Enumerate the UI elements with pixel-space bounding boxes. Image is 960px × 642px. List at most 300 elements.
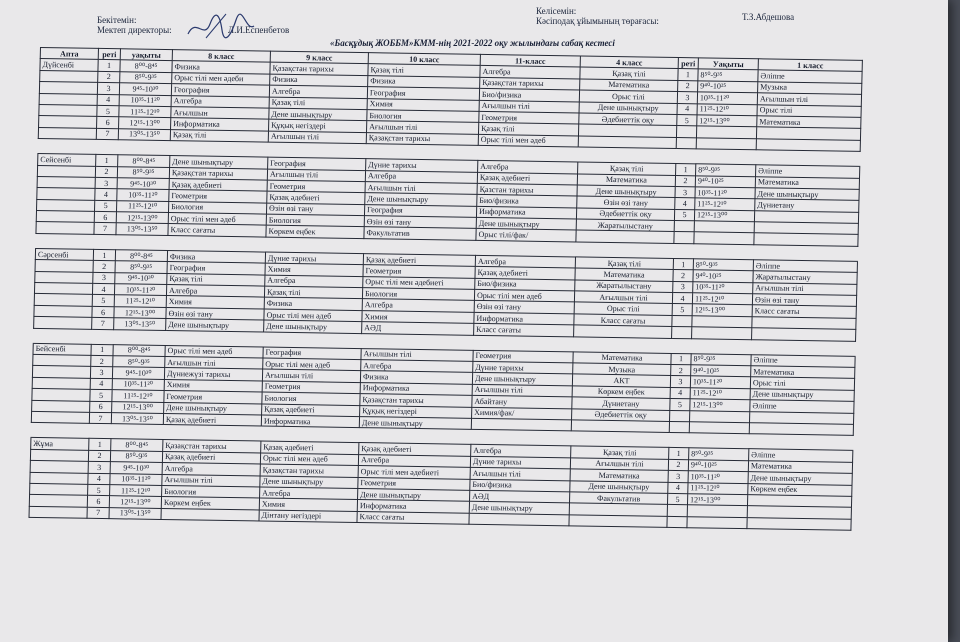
lesson-number: 7 (92, 318, 114, 330)
class-4-subject: Математика (575, 268, 673, 281)
class-11-subject: Био/физика (475, 278, 575, 291)
primary-lesson-time: 12¹⁵-13⁰⁰ (694, 209, 754, 221)
day-name (39, 104, 97, 116)
class-4-subject: Әдебиеттік оқу (572, 408, 670, 421)
primary-lesson-time (696, 126, 756, 138)
class-1-subject: Көркем еңбек (748, 483, 852, 496)
primary-lesson-number: 1 (671, 353, 691, 365)
class-8-subject: Ағылшын (171, 107, 269, 120)
day-name (34, 305, 92, 317)
class-8-subject: Көркем еңбек (161, 497, 259, 510)
class-10-subject: Орыс тілі мен әдебиеті (363, 276, 475, 289)
class-1-subject: Дүниетану (755, 199, 859, 212)
day-name (36, 211, 94, 223)
class-9-subject: Биология (266, 214, 364, 227)
class-8-subject: Ағылшын тілі (162, 474, 260, 487)
lesson-time: 8⁵⁰-9³⁵ (117, 166, 169, 178)
class-8-subject: Дүниежүзі тарихы (164, 368, 262, 381)
class-4-subject: Орыс тілі (579, 90, 677, 103)
lesson-number: 5 (94, 200, 116, 212)
primary-lesson-number: 4 (675, 198, 695, 210)
class-4-subject: Дене шынықтыру (570, 480, 668, 493)
class-11-subject: Био/физика (479, 89, 579, 102)
class-10-subject: Қазақ әдебиеті (359, 443, 471, 456)
primary-lesson-number: 1 (673, 258, 693, 270)
primary-lesson-time (694, 232, 754, 244)
lesson-time: 13⁰⁵-13⁵⁰ (116, 223, 168, 235)
class-11-subject: Информатика (474, 312, 574, 325)
lesson-time: 10³⁵-11²⁰ (114, 284, 166, 296)
class-4-subject: Математика (580, 79, 678, 92)
class-1-subject: Орыс тілі (757, 104, 861, 117)
day-name (36, 222, 94, 234)
day-name (32, 377, 90, 389)
class-8-subject: Физика (172, 61, 270, 74)
class-8-subject: Геометрия (169, 190, 267, 203)
class-10-subject: Қазақ әдебиеті (363, 253, 475, 266)
day-name (30, 483, 88, 495)
class-4-subject: Ағылшын тілі (574, 291, 672, 304)
class-1-subject: Ағылшын тілі (753, 282, 857, 295)
class-4-subject: Дене шынықтыру (577, 185, 675, 198)
class-9-subject: Алгебра (260, 487, 358, 500)
day-name (38, 127, 96, 139)
class-11-subject: Алгебра (480, 66, 580, 79)
agree-label: Келісемін: (536, 6, 577, 16)
primary-lesson-time: 8⁵⁰-9³⁵ (691, 353, 751, 365)
class-1-subject (747, 517, 851, 530)
director-label: Мектеп директоры: (97, 25, 172, 35)
lesson-number: 5 (88, 484, 110, 496)
class-8-subject (161, 508, 259, 521)
lesson-number: 1 (93, 249, 115, 261)
class-9-subject: Физика (264, 297, 362, 310)
class-4-subject: Ағылшын тілі (570, 458, 668, 471)
primary-lesson-number: 2 (673, 270, 693, 282)
class-1-subject: Математика (757, 116, 861, 129)
day-name (32, 366, 90, 378)
primary-lesson-time: 10³⁵-11²⁰ (697, 92, 757, 104)
class-9-subject: Алгебра (265, 275, 363, 288)
class-8-subject: Алгебра (162, 463, 260, 476)
primary-lesson-number: 3 (668, 471, 688, 483)
primary-lesson-time: 11²⁵-12¹⁰ (697, 103, 757, 115)
primary-lesson-time (696, 138, 756, 150)
primary-lesson-number: 5 (672, 304, 692, 316)
day-name (31, 411, 89, 423)
class-8-subject: Ағылшын тілі (165, 356, 263, 369)
day-name (32, 400, 90, 412)
lesson-time: 10³⁵-11²⁰ (110, 473, 162, 485)
lesson-number: 7 (96, 128, 118, 140)
day-name: Бейсенбі (33, 343, 91, 355)
lesson-time: 9⁴⁵-10³⁰ (110, 462, 162, 474)
lesson-number: 7 (87, 507, 109, 519)
schedule-table (28, 47, 862, 531)
class-8-subject: Қазақ әдебиеті (162, 451, 260, 464)
class-10-subject: Ағылшын тілі (365, 182, 477, 195)
class-10-subject: Информатика (357, 500, 469, 513)
lesson-time: 9⁴⁵-10³⁰ (112, 367, 164, 379)
lesson-number: 2 (91, 355, 113, 367)
class-10-subject: География (367, 87, 479, 100)
lesson-time: 8⁵⁰-9³⁵ (110, 450, 162, 462)
primary-lesson-number (674, 221, 694, 233)
lesson-number: 2 (93, 261, 115, 273)
lesson-time: 9⁴⁵-10³⁰ (115, 272, 167, 284)
primary-lesson-number: 2 (678, 80, 698, 92)
column-header: 1 класс (758, 59, 862, 72)
class-8-subject: Өзін өзі тану (166, 307, 264, 320)
day-name (30, 472, 88, 484)
lesson-time: 8⁵⁰-9³⁵ (113, 356, 165, 368)
column-header: Апта (40, 48, 98, 60)
union-name: Т.З.Абдешова (742, 12, 795, 22)
class-10-subject: Физика (360, 371, 472, 384)
primary-lesson-time: 11²⁵-12¹⁰ (692, 293, 752, 305)
day-name (35, 260, 93, 272)
day-name (34, 282, 92, 294)
class-8-subject: Класс сағаты (168, 224, 266, 237)
director-name: Л.И.Еспенбетов (228, 25, 290, 35)
class-10-subject: Құқық негіздері (360, 405, 472, 418)
class-4-subject: Жаратылыстану (576, 219, 674, 232)
lesson-time: 8⁰⁰-8⁴⁵ (120, 60, 172, 72)
class-10-subject: Дене шынықтыру (358, 488, 470, 501)
class-1-subject: Әліппе (751, 354, 855, 367)
class-11-subject: Геометрия (473, 350, 573, 363)
day-name (39, 93, 97, 105)
class-4-subject: Факультатив (569, 492, 667, 505)
class-9-subject: Қазақстан тарихы (260, 464, 358, 477)
class-11-subject: Химия/фак/ (472, 407, 572, 420)
lesson-time: 10³⁵-11²⁰ (117, 189, 169, 201)
lesson-number: 6 (90, 401, 112, 413)
column-header: 4 класс (580, 56, 678, 69)
class-4-subject: Дүниетану (572, 397, 670, 410)
lesson-number: 1 (98, 60, 120, 72)
lesson-number: 5 (92, 295, 114, 307)
primary-lesson-time: 11²⁵-12¹⁰ (695, 198, 755, 210)
column-header: 11-класс (480, 54, 580, 67)
day-name: Дүйсенбі (40, 59, 98, 71)
day-name (29, 495, 87, 507)
lesson-number: 3 (90, 367, 112, 379)
class-11-subject: Алгебра (471, 445, 571, 458)
class-10-subject: Физика (368, 75, 480, 88)
primary-lesson-number (672, 315, 692, 327)
primary-lesson-time: 12¹⁵-13⁰⁰ (690, 399, 750, 411)
primary-lesson-number: 2 (671, 364, 691, 376)
class-11-subject: Дене шынықтыру (472, 373, 572, 386)
class-9-subject: Орыс тілі мен әдеб (260, 453, 358, 466)
lesson-number: 3 (97, 83, 119, 95)
lesson-time: 13⁰⁵-13⁵⁰ (111, 413, 163, 425)
primary-lesson-time: 8⁵⁰-9³⁵ (689, 448, 749, 460)
class-11-subject: Ағылшын тілі (470, 467, 570, 480)
class-10-subject: Биология (367, 110, 479, 123)
primary-lesson-number: 5 (677, 114, 697, 126)
primary-lesson-time (692, 316, 752, 328)
class-8-subject: Информатика (171, 118, 269, 131)
primary-lesson-time (687, 505, 747, 517)
class-10-subject: Информатика (360, 382, 472, 395)
class-4-subject: Дене шынықтыру (579, 102, 677, 115)
class-10-subject: Ағылшын тілі (361, 348, 473, 361)
class-10-subject: Химия (362, 310, 474, 323)
class-11-subject: Қазақ әдебиеті (475, 267, 575, 280)
primary-lesson-number (676, 126, 696, 138)
lesson-number: 4 (92, 283, 114, 295)
primary-lesson-number: 4 (670, 387, 690, 399)
primary-lesson-number: 3 (673, 281, 693, 293)
class-1-subject: Музыка (758, 82, 862, 95)
class-9-subject: Қазақ тілі (264, 286, 362, 299)
class-10-subject: Ағылшын тілі (366, 121, 478, 134)
primary-lesson-time: 9⁴⁰-10²⁵ (695, 175, 755, 187)
class-10-subject: Химия (367, 98, 479, 111)
class-4-subject (569, 515, 667, 528)
class-8-subject: География (171, 84, 269, 97)
class-11-subject: Био/физика (477, 195, 577, 208)
day-name (39, 116, 97, 128)
lesson-number: 2 (88, 450, 110, 462)
class-9-subject: Дінтану негіздері (259, 510, 357, 523)
class-9-subject: Қазақстан тарихы (270, 63, 368, 76)
class-9-subject: География (268, 157, 366, 170)
day-name (37, 165, 95, 177)
primary-lesson-time (692, 327, 752, 339)
class-9-subject: Дүние тарихы (265, 252, 363, 265)
class-11-subject: Орыс тілі мен әдеб (474, 289, 574, 302)
primary-lesson-number: 5 (667, 493, 687, 505)
primary-lesson-number: 3 (670, 376, 690, 388)
lesson-time: 9⁴⁵-10³⁰ (117, 178, 169, 190)
class-9-subject: Дене шынықтыру (260, 476, 358, 489)
primary-lesson-time: 11²⁵-12¹⁰ (690, 388, 750, 400)
primary-lesson-number: 1 (669, 448, 689, 460)
column-header: 9 класс (270, 51, 368, 64)
class-9-subject: Геометрия (262, 381, 360, 394)
primary-lesson-time: 9⁴⁰-10²⁵ (698, 81, 758, 93)
lesson-time: 12¹⁵-13⁰⁰ (112, 401, 164, 413)
class-9-subject: Орыс тілі мен әдеб (263, 358, 361, 371)
lesson-time: 13⁰⁵-13⁵⁰ (109, 507, 161, 519)
class-1-subject: Ағылшын тілі (757, 93, 861, 106)
class-1-subject: Математика (751, 366, 855, 379)
primary-lesson-number (667, 516, 687, 528)
class-1-subject: Әліппе (756, 165, 860, 178)
primary-lesson-number (670, 410, 690, 422)
class-10-subject: Қазақстан тарихы (360, 394, 472, 407)
class-11-subject: Дүние тарихы (473, 361, 573, 374)
lesson-time: 8⁵⁰-9³⁵ (115, 261, 167, 273)
lesson-number: 6 (87, 496, 109, 508)
class-11-subject: Алгебра (475, 255, 575, 268)
class-9-subject: Алгебра (269, 85, 367, 98)
schedule-title: «Басқұдық ЖОББМ»КММ-нің 2021-2022 оқу жылындағы сабақ кестесі (330, 38, 615, 48)
class-9-subject: Қазақ тілі (269, 97, 367, 110)
class-10-subject: Қазақстан тарихы (366, 132, 478, 145)
class-1-subject: Дене шынықтыру (755, 188, 859, 201)
lesson-time: 8⁰⁰-8⁴⁵ (115, 250, 167, 262)
primary-lesson-number: 5 (670, 399, 690, 411)
class-11-subject: АӘД (470, 490, 570, 503)
class-9-subject: Дене шынықтыру (264, 320, 362, 333)
primary-lesson-time: 9⁴⁰-10²⁵ (688, 459, 748, 471)
class-4-subject: Математика (573, 352, 671, 365)
class-10-subject: Қазақ тілі (368, 64, 480, 77)
primary-lesson-time (694, 221, 754, 233)
primary-lesson-time: 8⁵⁰-9³⁵ (693, 259, 753, 271)
class-8-subject: Химия (166, 296, 264, 309)
day-name (34, 317, 92, 329)
primary-lesson-number: 4 (677, 103, 697, 115)
lesson-number: 6 (94, 211, 116, 223)
class-4-subject: Музыка (573, 363, 671, 376)
primary-lesson-number (676, 137, 696, 149)
primary-lesson-number: 4 (672, 292, 692, 304)
primary-lesson-number (672, 327, 692, 339)
lesson-number: 2 (98, 71, 120, 83)
day-name (40, 70, 98, 82)
class-10-subject: Орыс тілі мен әдебиеті (358, 466, 470, 479)
class-10-subject: Алгебра (362, 299, 474, 312)
lesson-number: 3 (95, 177, 117, 189)
primary-lesson-number: 2 (675, 175, 695, 187)
primary-lesson-time: 12¹⁵-13⁰⁰ (687, 494, 747, 506)
class-4-subject: Математика (570, 469, 668, 482)
lesson-number: 7 (94, 223, 116, 235)
lesson-time: 11²⁵-12¹⁰ (114, 295, 166, 307)
primary-lesson-number (669, 421, 689, 433)
class-10-subject: Өзін өзі тану (364, 216, 476, 229)
class-10-subject: Биология (362, 288, 474, 301)
primary-lesson-time (689, 422, 749, 434)
class-9-subject: Ағылшын тілі (262, 369, 360, 382)
class-10-subject: Геометрия (358, 477, 470, 490)
class-4-subject: Класс сағаты (574, 314, 672, 327)
class-1-subject: Математика (755, 176, 859, 189)
class-11-subject: Ағылшын тілі (472, 384, 572, 397)
class-8-subject: Алгебра (171, 95, 269, 108)
class-4-subject: Қазақ тілі (580, 67, 678, 80)
class-11-subject: Дене шынықтыру (469, 502, 569, 515)
day-name: Сәрсенбі (35, 248, 93, 260)
day-name (37, 188, 95, 200)
primary-lesson-number (674, 232, 694, 244)
class-4-subject: АКТ (572, 374, 670, 387)
lesson-number: 5 (90, 389, 112, 401)
primary-lesson-time: 11²⁵-12¹⁰ (688, 482, 748, 494)
class-8-subject: Дене шынықтыру (164, 402, 262, 415)
class-10-subject: Дүние тарихы (366, 159, 478, 172)
lesson-number: 1 (89, 439, 111, 451)
day-name (30, 461, 88, 473)
day-name (29, 506, 87, 518)
column-header: уақыты (120, 49, 172, 61)
class-4-subject: Математика (577, 173, 675, 186)
primary-lesson-time: 10³⁵-11²⁰ (690, 376, 750, 388)
primary-lesson-time: 10³⁵-11²⁰ (688, 471, 748, 483)
lesson-number: 3 (88, 461, 110, 473)
approve-label: Бекітемін: (97, 15, 137, 25)
day-name: Жұма (31, 438, 89, 450)
class-1-subject: Класс сағаты (752, 305, 856, 318)
class-4-subject: Жаратылыстану (575, 280, 673, 293)
primary-lesson-number: 1 (678, 69, 698, 81)
class-10-subject: Алгебра (361, 360, 473, 373)
class-9-subject: Құқық негіздері (269, 119, 367, 132)
class-1-subject: Дене шынықтыру (750, 388, 854, 401)
class-8-subject: Физика (167, 250, 265, 263)
class-4-subject: Қазақ тілі (575, 257, 673, 270)
class-11-subject: Орыс тілі мен әдеб (478, 134, 578, 147)
lesson-time: 9⁴⁵-10³⁰ (119, 83, 171, 95)
class-11-subject: Қазстан тарихы (477, 183, 577, 196)
lesson-number: 2 (95, 166, 117, 178)
class-11-subject: Дене шынықтыру (476, 217, 576, 230)
class-9-subject: Қазақ әдебиеті (262, 404, 360, 417)
day-name (32, 389, 90, 401)
lesson-time: 8⁰⁰-8⁴⁵ (113, 344, 165, 356)
class-1-subject: Өзін өзі тану (752, 294, 856, 307)
class-8-subject: Қазақ әдебиеті (163, 413, 261, 426)
class-11-subject: Геометрия (479, 111, 579, 124)
class-10-subject: Класс сағаты (357, 511, 469, 524)
class-11-subject: Өзін өзі тану (474, 301, 574, 314)
class-9-subject: Биология (262, 392, 360, 405)
class-9-subject: Ағылшын тілі (267, 169, 365, 182)
class-10-subject: Геометрия (363, 265, 475, 278)
class-1-subject: Дене шынықтыру (748, 472, 852, 485)
lesson-time: 11²⁵-12¹⁰ (119, 106, 171, 118)
class-11-subject: Қазақ тілі (478, 123, 578, 136)
column-header: 10 класс (368, 53, 480, 66)
primary-lesson-number: 2 (668, 459, 688, 471)
day-name (33, 354, 91, 366)
class-8-subject: Химия (164, 379, 262, 392)
lesson-time: 12¹⁵-13⁰⁰ (116, 212, 168, 224)
day-name (39, 82, 97, 94)
class-1-subject: Орыс тілі (750, 377, 854, 390)
class-8-subject: Геометрия (164, 391, 262, 404)
class-8-subject: Орыс тілі мен әдеб (168, 213, 266, 226)
class-1-subject: Әліппе (749, 449, 853, 462)
lesson-time: 13⁰⁵-13⁵⁰ (114, 318, 166, 330)
lesson-number: 1 (91, 344, 113, 356)
class-8-subject: Қазақстан тарихы (169, 167, 267, 180)
primary-lesson-number: 3 (677, 92, 697, 104)
class-8-subject: Орыс тілі мен әдеби (172, 72, 270, 85)
class-9-subject: Қазақ әдебиеті (267, 191, 365, 204)
primary-lesson-time: 12¹⁵-13⁰⁰ (697, 115, 757, 127)
class-9-subject: Химия (259, 498, 357, 511)
class-8-subject: Қазақ тілі (170, 129, 268, 142)
lesson-time: 11²⁵-12¹⁰ (110, 485, 162, 497)
day-name (37, 199, 95, 211)
class-9-subject: Геометрия (267, 180, 365, 193)
class-8-subject: Қазақстан тарихы (163, 440, 261, 453)
class-10-subject: Дене шынықтыру (359, 417, 471, 430)
class-8-subject: География (167, 262, 265, 275)
day-name: Сейсенбі (38, 154, 96, 166)
column-header: 8 класс (172, 50, 270, 63)
class-11-subject: Қазақстан тарихы (480, 77, 580, 90)
lesson-number: 5 (97, 105, 119, 117)
class-8-subject: Биология (162, 485, 260, 498)
class-4-subject: Қазақ тілі (578, 162, 676, 175)
